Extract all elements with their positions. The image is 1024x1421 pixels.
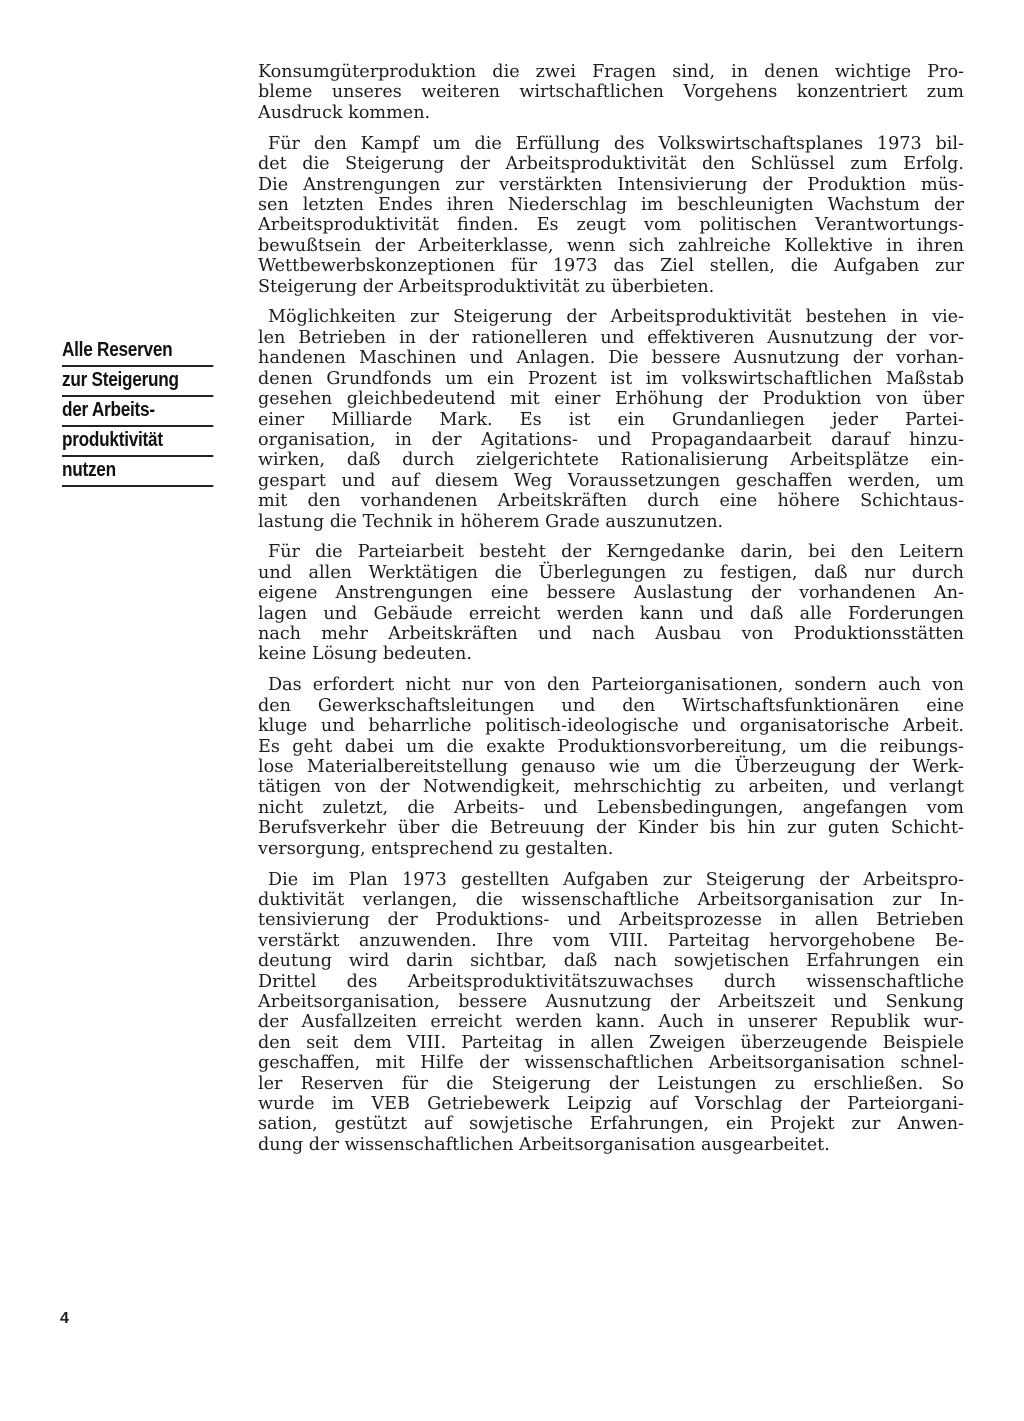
text-line: Ausdruck kommen. xyxy=(258,102,431,123)
text-line: Das erfordert nicht nur von den Parteiorganisationen, sondern auch von xyxy=(268,675,964,696)
text-line: Drittel des Arbeitsproduktivitätszuwachses durch wissenschaftliche xyxy=(258,971,964,992)
marginal-heading-line: zur Steigerung xyxy=(62,367,213,397)
text-line: sen letzten Endes ihren Niederschlag im beschleunigten Wachstum der xyxy=(258,194,964,215)
text-line: lagen und Gebäude erreicht werden kann und daß alle Forderungen xyxy=(258,603,964,624)
text-line: geschaffen, mit Hilfe der wissenschaftlichen Arbeitsorganisation schnel- xyxy=(258,1053,964,1074)
text-line: Möglichkeiten zur Steigerung der Arbeitsproduktivität bestehen in vie- xyxy=(268,307,964,328)
paragraph xyxy=(258,870,964,1156)
text-line: denen Grundfonds um ein Prozent ist im volkswirtschaftlichen Maßstab xyxy=(258,368,964,389)
text-line: deutung wird darin sichtbar, daß nach sowjetischen Erfahrungen ein xyxy=(258,951,964,972)
text-line: Für den Kampf um die Erfüllung des Volkswirtschaftsplanes 1973 bil- xyxy=(268,133,964,154)
text-line: Für die Parteiarbeit besteht der Kerngedanke darin, bei den Leitern xyxy=(268,542,964,563)
text-line: bewußtsein der Arbeiterklasse, wenn sich zahlreiche Kollektive in ihren xyxy=(258,235,964,256)
text-line: den Gewerkschaftsleitungen und den Wirtschaftsfunktionären eine xyxy=(258,695,964,716)
text-line: und allen Werktätigen die Überlegungen zu festigen, daß nur durch xyxy=(258,562,964,583)
text-line: wirken, daß durch zielgerichtete Rationalisierung Arbeitsplätze ein- xyxy=(258,450,964,471)
text-line: ler Reserven für die Steigerung der Leistungen zu erschließen. So xyxy=(258,1073,964,1094)
text-line: Konsumgüterproduktion die zwei Fragen sind, in denen wichtige Pro- xyxy=(258,62,964,82)
text-line: duktivität verlangen, die wissenschaftliche Arbeitsorganisation zur In- xyxy=(258,889,964,910)
marginal-heading-line: der Arbeits- xyxy=(62,397,213,427)
text-line: nicht zuletzt, die Arbeits- und Lebensbedingungen, angefangen vom xyxy=(258,797,964,818)
text-line: gesehen gleichbedeutend mit einer Erhöhung der Produktion von über xyxy=(258,389,964,410)
page-number: 4 xyxy=(60,1310,69,1327)
marginal-heading-line: Alle Reserven xyxy=(62,337,213,367)
marginal-heading-line: nutzen xyxy=(62,457,213,487)
paragraph xyxy=(258,62,964,123)
text-line: len Betrieben in der rationelleren und effektiveren Ausnutzung der vor- xyxy=(258,327,964,348)
text-line: kluge und beharrliche politisch-ideologische und organisatorische Arbeit. xyxy=(258,716,964,737)
text-line: der Ausfallzeiten erreicht werden kann. Auch in unserer Republik wur- xyxy=(258,1012,964,1033)
text-line: sation, gestützt auf sowjetische Erfahrungen, ein Projekt zur Anwen- xyxy=(258,1114,964,1135)
text-line: wurde im VEB Getriebewerk Leipzig auf Vorschlag der Parteiorgani- xyxy=(258,1094,964,1114)
text-line: keine Lösung bedeuten. xyxy=(258,644,472,665)
text-line: mit den vorhandenen Arbeitskräften durch eine höhere Schichtaus- xyxy=(258,491,964,512)
text-line: Es geht dabei um die exakte Produktionsvorbereitung, um die reibungs- xyxy=(258,736,964,757)
body-text xyxy=(258,62,964,1166)
text-line: lose Materialbereitstellung genauso wie um die Überzeugung der Werk- xyxy=(258,757,964,777)
text-line: det die Steigerung der Arbeitsproduktivität den Schlüssel zum Erfolg. xyxy=(258,154,964,175)
paragraph xyxy=(258,134,964,297)
text-line: lastung die Technik in höherem Grade auszunutzen. xyxy=(258,511,724,532)
text-line: Die Anstrengungen zur verstärkten Intensivierung der Produktion müs- xyxy=(258,174,964,195)
text-line: Steigerung der Arbeitsproduktivität zu überbieten. xyxy=(258,276,715,297)
text-line: tensivierung der Produktions- und Arbeitsprozesse in allen Betrieben xyxy=(258,910,964,931)
text-line: Wettbewerbskonzeptionen für 1973 das Ziel stellen, die Aufgaben zur xyxy=(258,256,964,277)
text-line: organisation, in der Agitations- und Propagandaarbeit darauf hinzu- xyxy=(258,429,964,450)
text-line: Die im Plan 1973 gestellten Aufgaben zur Steigerung der Arbeitspro- xyxy=(268,869,964,890)
text-line: tätigen von der Notwendigkeit, mehrschichtig zu arbeiten, und verlangt xyxy=(258,777,964,798)
text-line: den seit dem VIII. Parteitag in allen Zweigen überzeugende Beispiele xyxy=(258,1032,964,1053)
text-line: versorgung, entsprechend zu gestalten. xyxy=(258,838,614,859)
text-line: handenen Maschinen und Anlagen. Die bessere Ausnutzung der vorhan- xyxy=(258,348,964,369)
text-line: dung der wissenschaftlichen Arbeitsorganisation ausgearbeitet. xyxy=(258,1134,830,1155)
marginal-heading xyxy=(62,337,213,487)
text-line: Arbeitsproduktivität finden. Es zeugt vom politischen Verantwortungs- xyxy=(258,215,964,236)
text-line: bleme unseres weiteren wirtschaftlichen Vorgehens konzentriert zum xyxy=(258,82,964,103)
paragraph xyxy=(258,675,964,859)
text-line: nach mehr Arbeitskräften und nach Ausbau von Produktionsstätten xyxy=(258,624,964,645)
text-line: verstärkt anzuwenden. Ihre vom VIII. Parteitag hervorgehobene Be- xyxy=(258,930,964,951)
text-line: Arbeitsorganisation, bessere Ausnutzung der Arbeitszeit und Senkung xyxy=(258,991,964,1012)
paragraph xyxy=(258,307,964,531)
marginal-heading-line: produktivität xyxy=(62,427,213,457)
text-line: gespart und auf diesem Weg Voraussetzungen geschaffen werden, um xyxy=(258,470,964,491)
paragraph xyxy=(258,542,964,664)
text-line: Berufsverkehr über die Betreuung der Kinder bis hin zur guten Schicht- xyxy=(258,818,964,839)
text-line: eigene Anstrengungen eine bessere Auslastung der vorhandenen An- xyxy=(258,583,964,604)
text-line: einer Milliarde Mark. Es ist ein Grundanliegen jeder Partei- xyxy=(258,409,964,430)
